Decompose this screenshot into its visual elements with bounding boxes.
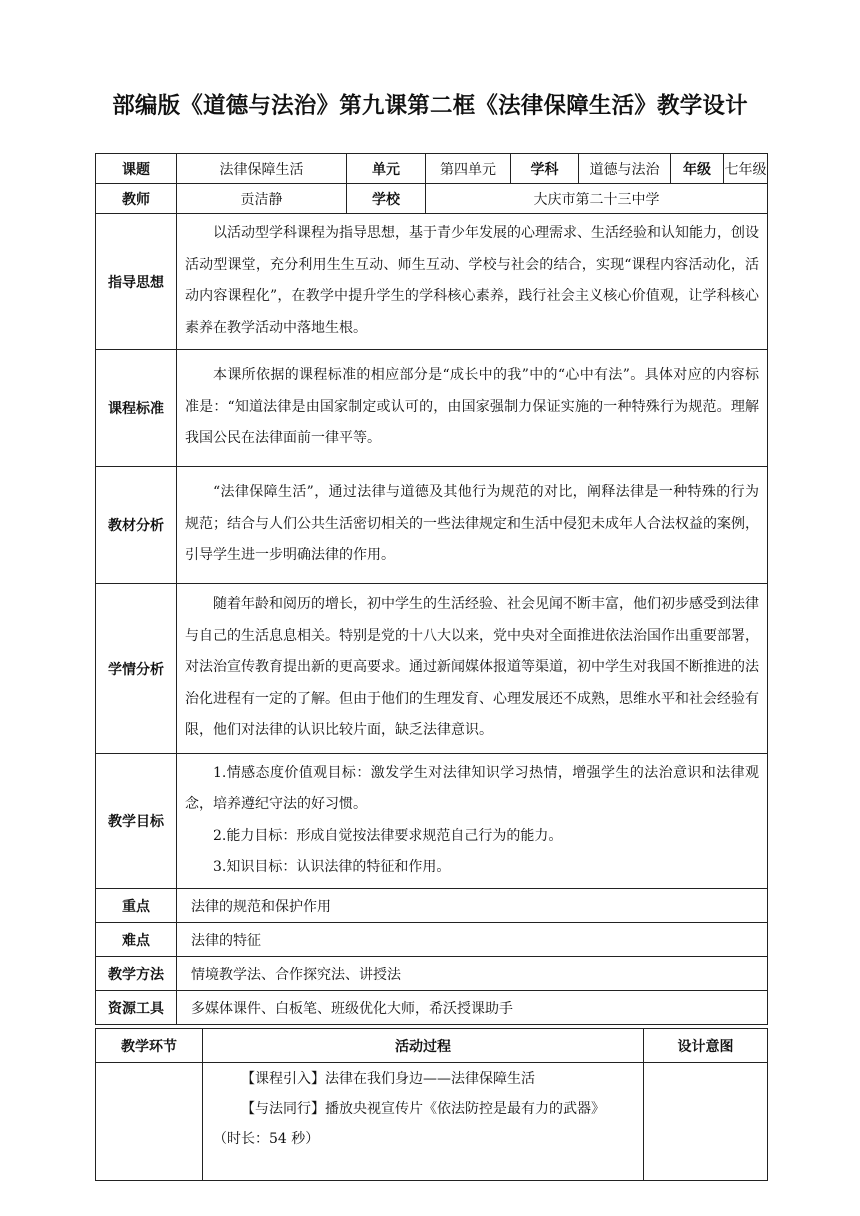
school-value: 大庆市第二十三中学 [426, 184, 768, 214]
material-paragraph: “法律保障生活”，通过法律与道德及其他行为规范的对比，阐释法律是一种特殊的行为规范；结合与人们公共生活密切相关的一些法律规定和生活中侵犯未成年人合法权益的案例，引导学生进一步明确法律的作用。 [185, 484, 759, 564]
resource-label: 资源工具 [96, 991, 177, 1025]
method-value: 情境教学法、合作探究法、讲授法 [177, 957, 768, 991]
teacher-value: 贡洁静 [177, 184, 347, 214]
guiding-paragraph: 以活动型学科课程为指导思想，基于青少年发展的心理需求、生活经验和认知能力，创设活动型课堂，充分利用生生互动、师生互动、学校与社会的结合，实现“课程内容活动化，活动内容课程化”，在教学中提升学生的学科核心素养，践行社会主义核心价值观，让学科核心素养在教学活动中落地生根。 [185, 225, 759, 336]
activity-line: 【课程引入】法律在我们身边——法律保障生活 [241, 1071, 535, 1087]
standard-label: 课程标准 [96, 350, 177, 467]
resource-value: 多媒体课件、白板笔、班级优化大师，希沃授课助手 [177, 991, 768, 1025]
process-activity-cell [203, 1063, 644, 1181]
topic-value: 法律保障生活 [177, 154, 347, 184]
goal-item: 2.能力目标：形成自觉按法律要求规范自己行为的能力。 [213, 827, 563, 844]
key-point-label: 重点 [96, 889, 177, 923]
material-text [177, 467, 768, 584]
teaching-process-table [95, 1028, 768, 1181]
material-label: 教材分析 [96, 467, 177, 584]
standard-paragraph: 本课所依据的课程标准的相应部分是“成长中的我”中的“心中有法”。具体对应的内容标准是：“知道法律是由国家制定或认可的，由国家强制力保证实施的一种特殊行为规范。理解我国公民在法律面前一律平等。 [185, 367, 759, 447]
unit-label: 单元 [347, 154, 426, 184]
student-paragraph: 随着年龄和阅历的增长，初中学生的生活经验、社会见闻不断丰富，他们初步感受到法律与自己的生活息息相关。特别是党的十八大以来，党中央对全面推进依法治国作出重要部署，对法治宣传教育提出新的更高要求。通过新闻媒体报道等渠道，初中学生对我国不断推进的法治化进程有一定的了解。但由于他们的生理发育、心理发展还不成熟，思维水平和社会经验有限，他们对法律的认识比较片面，缺乏法律意识。 [185, 596, 759, 739]
subject-value: 道德与法治 [579, 154, 671, 184]
difficulty-value: 法律的特征 [177, 923, 768, 957]
school-label: 学校 [347, 184, 426, 214]
guiding-label: 指导思想 [96, 214, 177, 350]
goal-item: 3.知识目标：认识法律的特征和作用。 [213, 859, 451, 875]
activity-tag: 【课程引入】 [241, 1071, 325, 1087]
process-col-stage: 教学环节 [96, 1029, 203, 1063]
standard-text [177, 350, 768, 467]
grade-value: 七年级 [724, 154, 768, 184]
method-label: 教学方法 [96, 957, 177, 991]
activity-line: 【与法同行】播放央视宣传片《依法防控是最有力的武器》 [241, 1101, 605, 1117]
process-col-intent: 设计意图 [644, 1029, 768, 1063]
topic-label: 课题 [96, 154, 177, 184]
process-stage-cell [96, 1063, 203, 1181]
page-title: 部编版《道德与法治》第九课第二框《法律保障生活》教学设计 [112, 93, 748, 119]
difficulty-label: 难点 [96, 923, 177, 957]
goals-text [177, 754, 768, 889]
guiding-text [177, 214, 768, 350]
lesson-info-table [95, 153, 768, 1025]
subject-label: 学科 [511, 154, 579, 184]
process-col-activity: 活动过程 [203, 1029, 644, 1063]
student-text [177, 584, 768, 754]
grade-label: 年级 [671, 154, 724, 184]
unit-value: 第四单元 [426, 154, 511, 184]
key-point-value: 法律的规范和保护作用 [177, 889, 768, 923]
activity-duration: （时长：54 秒） [213, 1131, 320, 1147]
goal-item: 1.情感态度价值观目标：激发学生对法律知识学习热情，增强学生的法治意识和法律观念，培养遵纪守法的好习惯。 [185, 764, 759, 812]
student-label: 学情分析 [96, 584, 177, 754]
goals-label: 教学目标 [96, 754, 177, 889]
teacher-label: 教师 [96, 184, 177, 214]
process-intent-cell [644, 1063, 768, 1181]
activity-tag: 【与法同行】 [241, 1101, 325, 1117]
